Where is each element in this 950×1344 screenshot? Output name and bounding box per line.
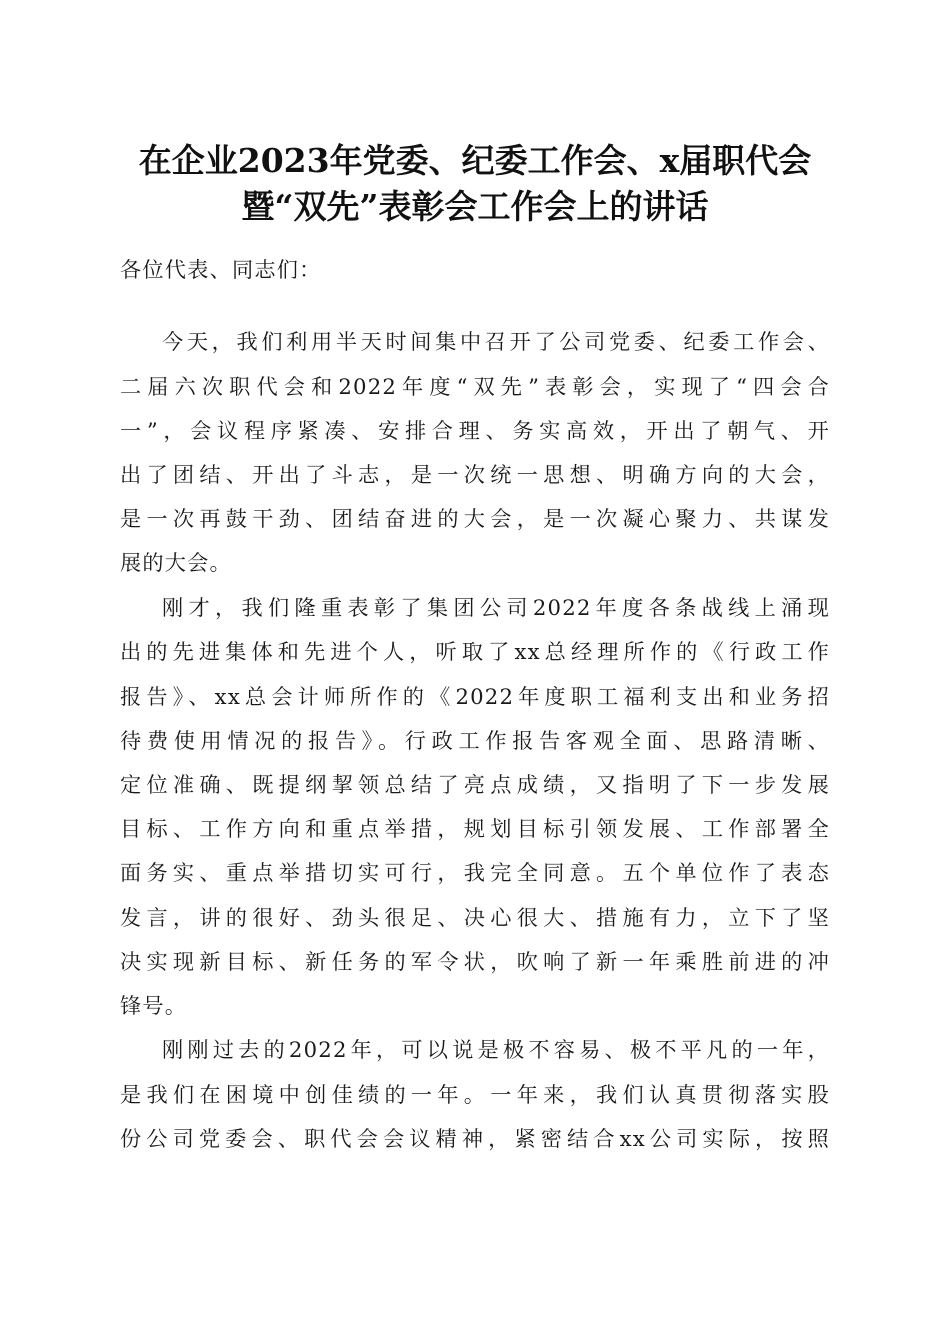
body-line: 刚才，我们隆重表彰了集团公司2022年度各条战线上涌现 [162,595,830,620]
body-line: 是一次再鼓干劲、团结奋进的大会，是一次凝心聚力、共谋发 [120,506,830,531]
body-line: 决实现新目标、新任务的军令状，吹响了新一年乘胜前进的冲 [120,949,830,974]
body-line: 出的先进集体和先进个人，听取了xx总经理所作的《行政工作 [120,639,830,664]
body-line: 目标、工作方向和重点举措，规划目标引领发展、工作部署全 [120,816,830,841]
body-line: 面务实、重点举措切实可行，我完全同意。五个单位作了表态 [120,860,830,885]
body-line: 一”，会议程序紧凑、安排合理、务实高效，开出了朝气、开 [120,418,830,443]
body-line: 锋号。 [120,993,188,1018]
document-title-line-2: 暨“双先”表彰会工作会上的讲话 [241,187,709,226]
body-line: 发言，讲的很好、劲头很足、决心很大、措施有力，立下了坚 [120,905,830,930]
body-line: 刚刚过去的2022年，可以说是极不容易、极不平凡的一年， [162,1037,830,1062]
salutation: 各位代表、同志们： [120,257,322,282]
body-line: 今天，我们利用半天时间集中召开了公司党委、纪委工作会、 [162,329,830,354]
body-line: 定位准确、既提纲挈领总结了亮点成绩，又指明了下一步发展 [120,772,830,797]
body-line: 待费使用情况的报告》。行政工作报告客观全面、思路清晰、 [120,728,830,753]
body-line: 二届六次职代会和2022年度“双先”表彰会，实现了“四会合 [120,374,830,399]
body-line: 展的大会。 [120,550,232,575]
body-line: 出了团结、开出了斗志，是一次统一思想、明确方向的大会， [120,462,830,487]
document-title-line-1: 在企业2023年党委、纪委工作会、x届职代会 [138,141,812,180]
body-line: 份公司党委会、职代会会议精神，紧密结合xx公司实际，按照 [120,1126,830,1151]
body-line: 报告》、xx总会计师所作的《2022年度职工福利支出和业务招 [120,684,830,709]
body-line: 是我们在困境中创佳绩的一年。一年来，我们认真贯彻落实股 [120,1082,830,1107]
